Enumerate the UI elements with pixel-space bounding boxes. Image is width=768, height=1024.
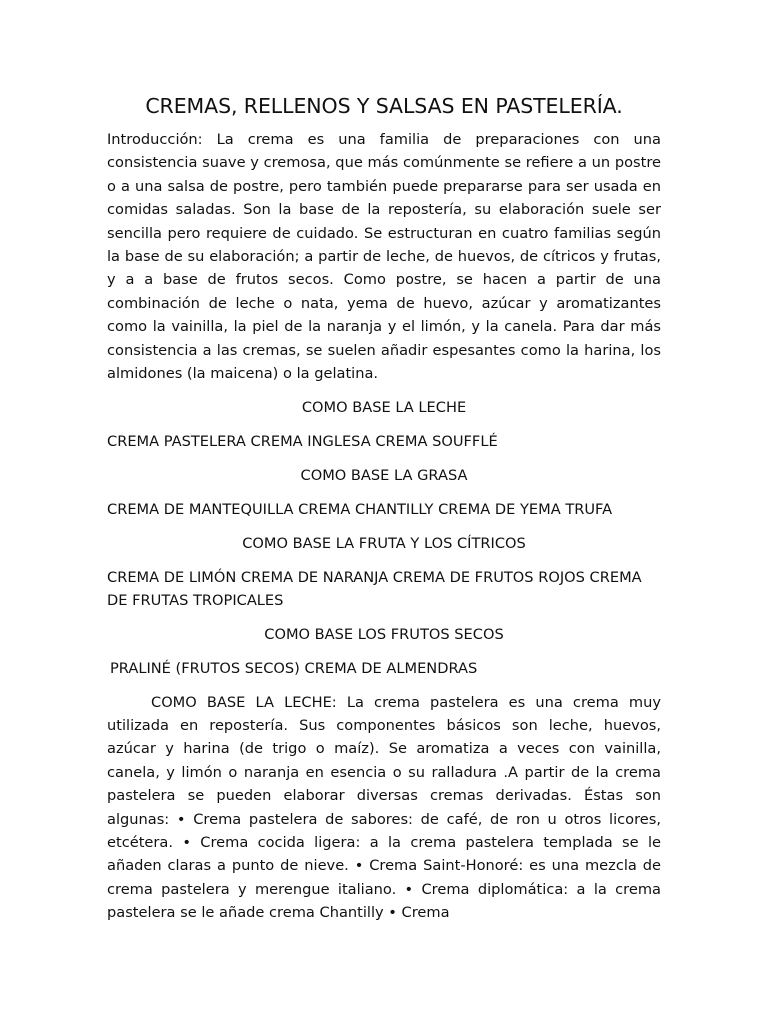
section-heading-frutos-secos: COMO BASE LOS FRUTOS SECOS bbox=[264, 625, 504, 643]
intro-paragraph: Introducción: La crema es una familia de preparaciones con una consistencia suave y cremosa, que más comúnmente se refiere a un postre o a una salsa de postre, pero también puede prepararse para ser usada en comidas saladas. Son la base de la repostería, su elaboración suele ser sencilla pero requiere de cuidado. Se estructuran en cuatro familias según la base de su elaboración; a partir de leche, de huevos, de cítricos y frutas, y a a base de frutos secos. Como postre, se hacen a partir de una combinación de leche o nata, yema de huevo, azúcar y aromatizantes como la vainilla, la piel de la naranja y el limón, y la canela. Para dar más consistencia a las cremas, se suelen añadir espesantes como la harina, los almidones (la maicena) o la gelatina. bbox=[107, 131, 661, 383]
section-items-fruta: CREMA DE LIMÓN CREMA DE NARANJA CREMA DE FRUTOS ROJOS CREMA DE FRUTAS TROPICALES bbox=[107, 568, 642, 609]
body-paragraph: COMO BASE LA LECHE: La crema pastelera es una crema muy utilizada en repostería. Sus componentes básicos son leche, huevos, azúcar y harina (de trigo o maíz). Se aromatiza a veces con vainilla, canela, y limón o naranja en esencia o su ralladura .A partir de la crema pastelera se pueden elaborar diversas cremas derivadas. Éstas son algunas: • Crema pastelera de sabores: de café, de ron u otros licores, etcétera. • Crema cocida ligera: a la crema pastelera templada se le añaden claras a punto de nieve. • Crema Saint-Honoré: es una mezcla de crema pastelera y merengue italiano. • Crema diplomática: a la crema pastelera se le añade crema Chantilly • Crema bbox=[107, 693, 661, 922]
section-heading-grasa: COMO BASE LA GRASA bbox=[300, 466, 468, 484]
section-heading-fruta: COMO BASE LA FRUTA Y LOS CÍTRICOS bbox=[242, 534, 526, 552]
section-items-leche: CREMA PASTELERA CREMA INGLESA CREMA SOUFFLÉ bbox=[107, 432, 498, 450]
document-content bbox=[107, 92, 661, 925]
section-heading-leche: COMO BASE LA LECHE bbox=[301, 398, 467, 416]
document-title: CREMAS, RELLENOS Y SALSAS EN PASTELERÍA. bbox=[145, 94, 623, 118]
section-items-grasa: CREMA DE MANTEQUILLA CREMA CHANTILLY CREMA DE YEMA TRUFA bbox=[107, 500, 613, 518]
section-items-frutos-secos: PRALINÉ (FRUTOS SECOS) CREMA DE ALMENDRAS bbox=[110, 659, 478, 677]
